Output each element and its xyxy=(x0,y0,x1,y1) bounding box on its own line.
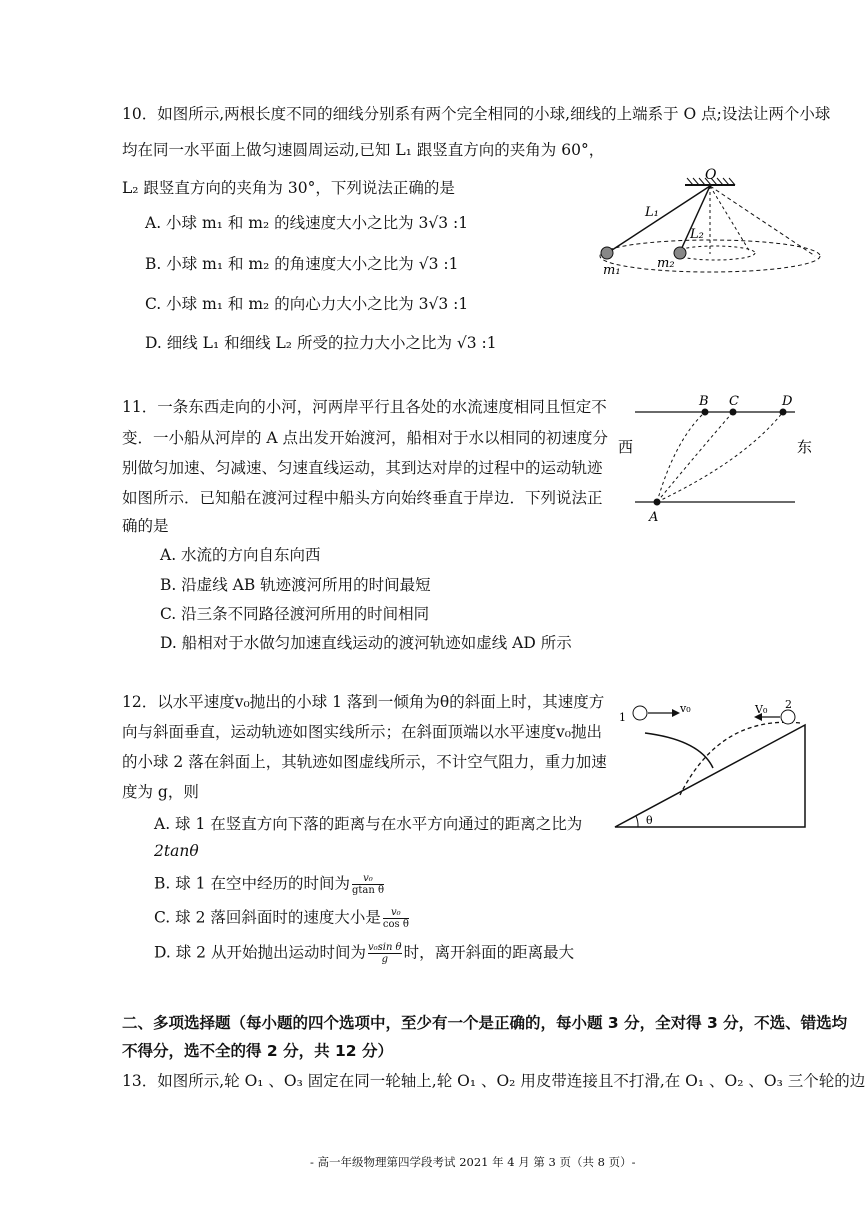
label-b: B xyxy=(699,394,709,409)
label-o: O xyxy=(705,167,717,183)
q10-option-d: D. 细线 L₁ 和细线 L₂ 所受的拉力大小之比为 √3 :1 xyxy=(145,334,497,352)
q12-option-b-fraction xyxy=(352,873,384,896)
q11-line-4: 如图所示．已知船在渡河过程中船头方向始终垂直于岸边．下列说法正 xyxy=(122,489,603,507)
label-ball-2: 2 xyxy=(785,698,792,711)
q12-option-a-line-1: A. 球 1 在竖直方向下落的距离与在水平方向通过的距离之比为 xyxy=(154,815,583,833)
q12-line-1: 12．以水平速度v₀抛出的小球 1 落到一倾角为θ的斜面上时，其速度方 xyxy=(122,693,605,711)
label-m2: m₂ xyxy=(657,256,675,271)
q11-option-d: D. 船相对于水做匀加速直线运动的渡河轨迹如虚线 AD 所示 xyxy=(160,634,572,652)
q10-option-b: B. 小球 m₁ 和 m₂ 的角速度大小之比为 √3 :1 xyxy=(145,255,459,273)
label-west: 西 xyxy=(618,438,634,456)
section-2-heading-line-1: 二、多项选择题（每小题的四个选项中，至少有一个是正确的，每小题 3 分，全对得 3 分，不选、错选均 xyxy=(122,1014,848,1032)
q11-line-2: 变．一小船从河岸的 A 点出发开始渡河，船相对于水以相同的初速度分 xyxy=(122,429,609,447)
q12-option-d-tail: 时，离开斜面的距离最大 xyxy=(403,943,575,962)
q12-option-d-fraction xyxy=(368,942,402,965)
q11-line-5: 确的是 xyxy=(122,517,169,535)
q12-option-b-text: B. 球 1 在空中经历的时间为 xyxy=(154,874,350,893)
q11-option-a: A. 水流的方向自东向西 xyxy=(160,546,321,564)
conical-pendulum-diagram xyxy=(595,168,845,278)
q12-option-c xyxy=(154,907,409,930)
q10-option-c: C. 小球 m₁ 和 m₂ 的向心力大小之比为 3√3 :1 xyxy=(145,295,469,313)
q11-option-b: B. 沿虚线 AB 轨迹渡河所用的时间最短 xyxy=(160,576,431,594)
label-m1: m₁ xyxy=(603,263,621,278)
q12-option-c-fraction xyxy=(383,907,409,930)
label-ball-1: 1 xyxy=(619,711,626,724)
label-v0-ball-1: v₀ xyxy=(680,702,691,715)
q11-option-c: C. 沿三条不同路径渡河所用的时间相同 xyxy=(160,605,430,623)
label-c: C xyxy=(729,394,739,409)
q12-option-d-text: D. 球 2 从开始抛出运动时间为 xyxy=(154,943,366,962)
label-east: 东 xyxy=(797,438,813,456)
q13-line-1: 13．如图所示,轮 O₁ 、O₃ 固定在同一轮轴上,轮 O₁ 、O₂ 用皮带连接且不打滑,在 O₁ 、O₂ 、O₃ 三个轮的边 xyxy=(122,1072,866,1090)
fraction-denominator: g xyxy=(381,954,388,965)
q11-line-3: 别做匀加速、匀减速、匀速直线运动，其到达对岸的过程中的运动轨迹 xyxy=(122,459,603,477)
fraction-numerator: v₀ xyxy=(383,907,409,919)
label-v0-ball-2: V₀ xyxy=(755,703,768,716)
label-a: A xyxy=(649,510,659,525)
page-footer: - 高一年级物理第四学段考试 2021 年 4 月 第 3 页（共 8 页）- xyxy=(310,1155,636,1169)
q12-line-3: 的小球 2 落在斜面上，其轨迹如图虚线所示，不计空气阻力，重力加速 xyxy=(122,753,607,771)
label-l1: L₁ xyxy=(645,205,659,220)
projectile-incline-diagram xyxy=(610,695,815,835)
fraction-numerator: v₀sin θ xyxy=(367,942,402,953)
q12-line-2: 向与斜面垂直，运动轨迹如图实线所示；在斜面顶端以水平速度v₀抛出 xyxy=(122,723,602,741)
fraction-numerator: v₀ xyxy=(352,873,384,885)
q12-line-4: 度为 g，则 xyxy=(122,783,199,801)
fraction-denominator: gtan θ xyxy=(351,885,384,896)
q11-line-1: 11．一条东西走向的小河，河两岸平行且各处的水流速度相同且恒定不 xyxy=(122,398,607,416)
label-theta: θ xyxy=(646,814,653,827)
label-d: D xyxy=(782,394,793,409)
q12-option-a-line-2: 2tanθ xyxy=(154,842,199,860)
q10-line-1: 10．如图所示,两根长度不同的细线分别系有两个完全相同的小球,细线的上端系于 O 点;设法让两个小球 xyxy=(122,105,831,123)
q12-option-b xyxy=(154,873,384,896)
label-l2: L₂ xyxy=(690,227,704,242)
q10-option-a: A. 小球 m₁ 和 m₂ 的线速度大小之比为 3√3 :1 xyxy=(145,214,469,232)
q10-line-2: 均在同一水平面上做匀速圆周运动,已知 L₁ 跟竖直方向的夹角为 60°， xyxy=(122,141,605,159)
section-2-heading-line-2: 不得分，选不全的得 2 分，共 12 分） xyxy=(122,1042,393,1060)
q10-line-3: L₂ 跟竖直方向的夹角为 30°，下列说法正确的是 xyxy=(122,179,455,197)
fraction-denominator: cos θ xyxy=(382,919,409,930)
q12-option-d xyxy=(154,942,574,965)
q12-option-c-text: C. 球 2 落回斜面时的速度大小是 xyxy=(154,908,381,927)
river-crossing-diagram xyxy=(605,390,845,525)
